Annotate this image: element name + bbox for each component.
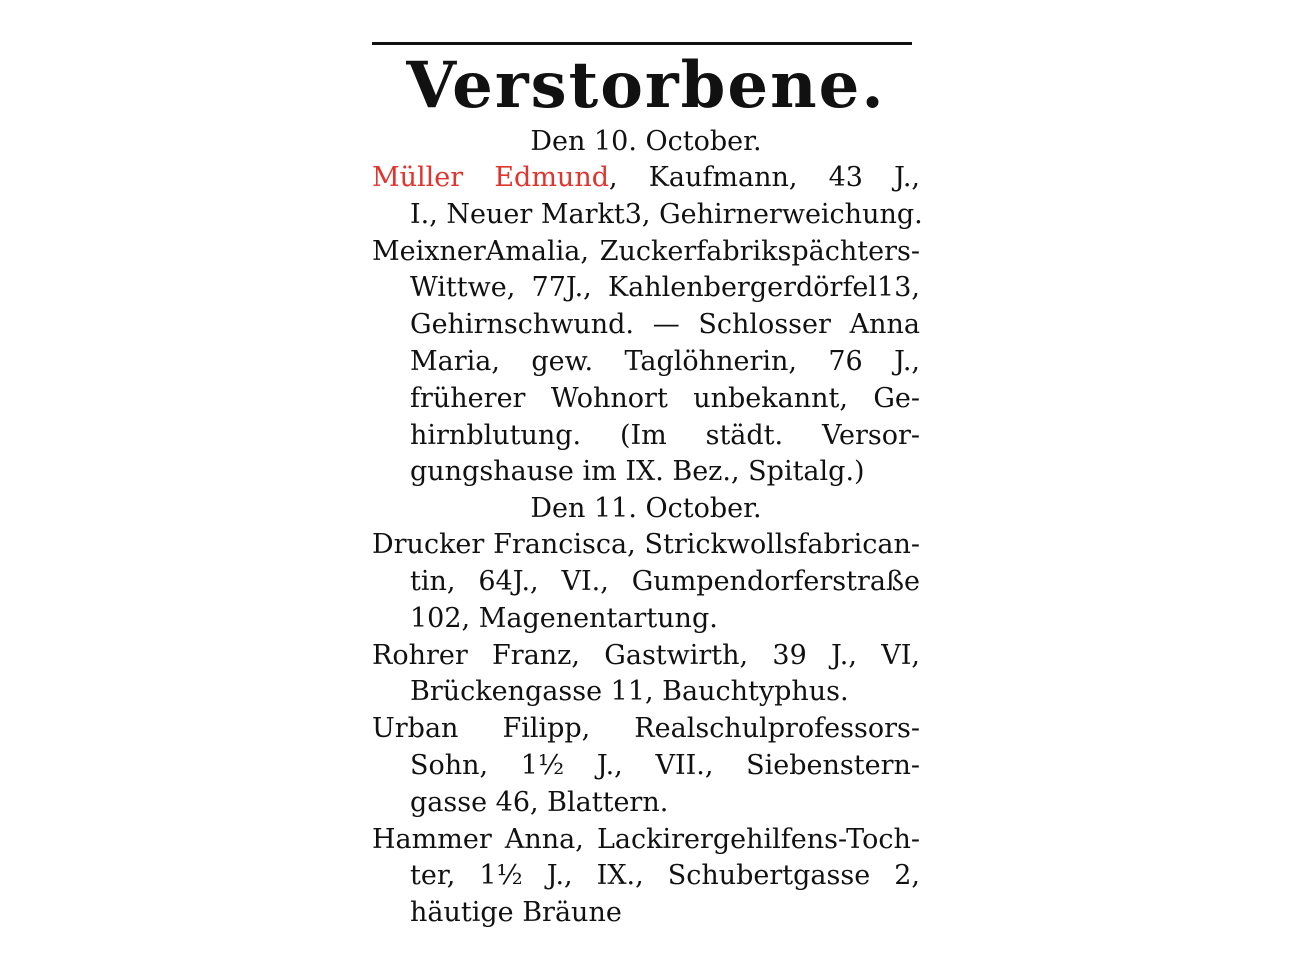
obituary-entry-urban [372,711,920,821]
obituary-entry-mueller [372,160,923,234]
entry-line [372,160,920,197]
obituary-entry-meixner [372,234,920,492]
date-heading: Den 11. October. [530,493,762,525]
entry-line: Brückengasse 11, Bauchtyphus. [410,676,849,708]
entry-line: tin, 64J., VI., Gumpendorferstraße [410,565,920,597]
entry-line-rest: , Kaufmann, 43 J., [609,162,920,193]
entry-line: Maria, gew. Taglöhnerin, 76 J., [410,345,920,377]
entry-line: Gehirnschwund. — Schlosser Anna [410,309,920,341]
entry-line: Sohn, 1½ J., VII., Siebenstern- [410,749,920,781]
entry-line: MeixnerAmalia, Zuckerfabrikspächters- [372,235,920,267]
entry-line: 102, Magenentartung. [410,602,718,634]
section-title: Verstorbene. [406,48,886,123]
entry-line: Rohrer Franz, Gastwirth, 39 J., VI, [372,639,920,671]
entry-line: früherer Wohnort unbekannt, Ge- [410,382,920,414]
obituary-column [372,48,923,932]
obituary-entry-rohrer [372,638,920,712]
entry-line: gungshause im IX. Bez., Spitalg.) [410,456,865,488]
entry-line: häutige Bräune [410,897,622,929]
highlighted-name: Müller Edmund [372,162,609,193]
obituary-entry-hammer [372,822,920,932]
entry-line: gasse 46, Blattern. [410,786,669,818]
entry-line: Wittwe, 77J., Kahlenbergerdörfel13, [410,272,920,304]
entry-line: hirnblutung. (Im städt. Versor- [410,419,920,451]
entry-line: Hammer Anna, Lackirergehilfens-Toch- [372,823,920,855]
entry-line: Drucker Francisca, Strickwollsfabrican- [372,529,920,561]
obituary-entry-drucker [372,527,920,637]
top-rule [372,42,912,45]
entry-line: Urban Filipp, Realschulprofessors- [372,713,920,745]
entry-line: I., Neuer Markt3, Gehirnerweichung. [410,198,923,230]
entry-line: ter, 1½ J., IX., Schubertgasse 2, [410,860,920,892]
date-heading: Den 10. October. [530,126,762,157]
